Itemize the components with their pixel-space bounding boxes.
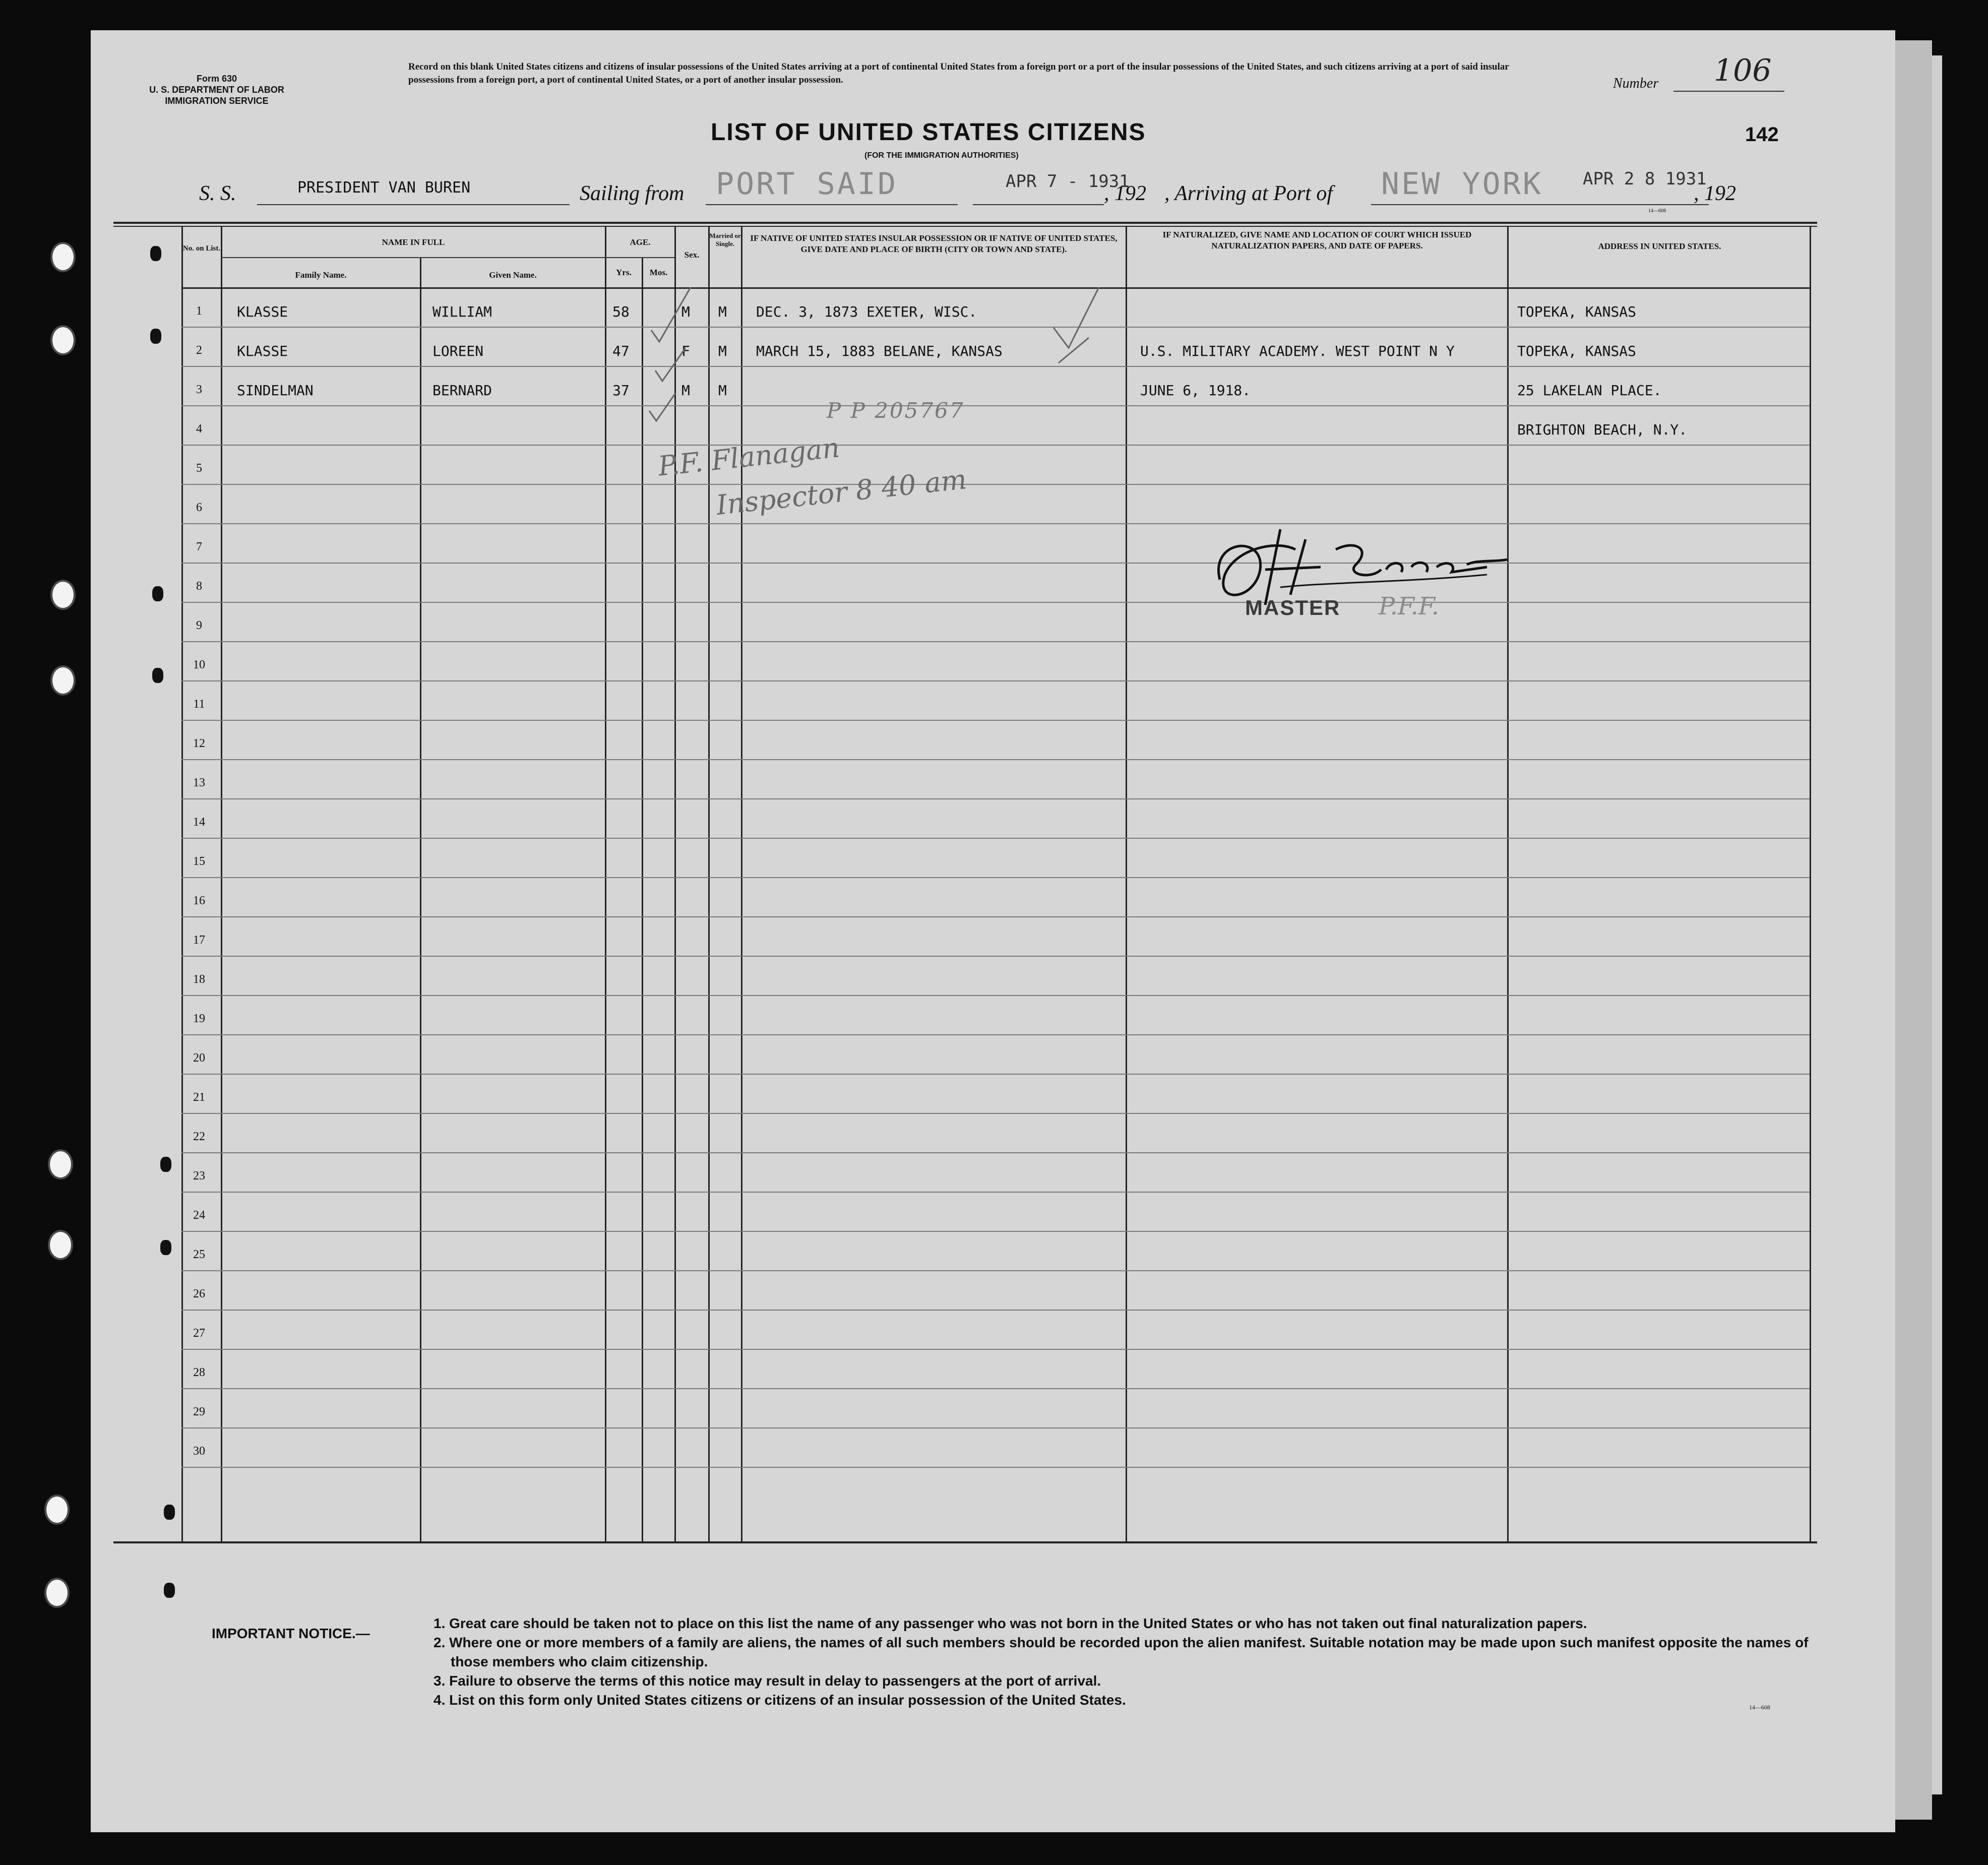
row-line xyxy=(181,1152,1810,1153)
sailing-port: PORT SAID xyxy=(716,166,898,202)
sailing-label: Sailing from xyxy=(580,182,685,205)
family-name: SINDELMAN xyxy=(237,382,314,399)
page-number: 142 xyxy=(1745,123,1779,146)
birth-info: DEC. 3, 1873 EXETER, WISC. xyxy=(756,303,977,320)
row-line xyxy=(181,1192,1810,1193)
family-name: KLASSE xyxy=(237,343,288,359)
arriving-date: APR 2 8 1931 xyxy=(1583,169,1707,189)
row-line xyxy=(181,916,1810,917)
arriving-port-underline xyxy=(1371,204,1552,205)
row-number: 29 xyxy=(193,1405,205,1418)
col-header-yrs: Yrs. xyxy=(616,268,632,277)
binder-hole xyxy=(50,580,76,610)
row-number: 11 xyxy=(193,698,205,711)
row-number: 7 xyxy=(196,540,202,553)
given-name: LOREEN xyxy=(432,343,484,359)
arriving-date-underline xyxy=(1552,204,1709,205)
header-subline xyxy=(221,257,674,258)
row-number: 4 xyxy=(196,422,202,436)
table-top-border xyxy=(113,222,1817,224)
binder-hole xyxy=(44,1495,70,1525)
printer-mark-footer: 14—608 xyxy=(1749,1704,1770,1711)
marital-status: M xyxy=(718,303,727,320)
punch-mark xyxy=(164,1505,175,1520)
col-header-given-name: Given Name. xyxy=(489,270,537,280)
row-number: 19 xyxy=(193,1012,205,1025)
row-number: 3 xyxy=(196,383,202,396)
row-number: 1 xyxy=(196,304,202,318)
sex: M xyxy=(681,382,690,399)
row-line xyxy=(181,1310,1810,1311)
row-number: 2 xyxy=(196,344,202,357)
family-name: KLASSE xyxy=(237,303,288,320)
row-line xyxy=(181,1349,1810,1350)
row-number: 20 xyxy=(193,1051,205,1065)
row-number: 8 xyxy=(196,580,202,593)
col-header-address: ADDRESS IN UNITED STATES. xyxy=(1598,241,1721,251)
table-bottom-border xyxy=(113,1541,1817,1543)
number-underline xyxy=(1673,91,1784,92)
naturalization-info: U.S. MILITARY ACADEMY. WEST POINT N Y xyxy=(1140,343,1455,359)
col-header-sex: Sex. xyxy=(684,250,700,260)
master-initials: P.F.F. xyxy=(1379,592,1439,620)
marital-status: M xyxy=(718,382,727,399)
row-number: 16 xyxy=(193,894,205,907)
col-line xyxy=(1810,226,1811,1541)
col-header-family-name: Family Name. xyxy=(295,270,347,280)
given-name: BERNARD xyxy=(432,382,492,399)
binder-hole xyxy=(48,1149,73,1179)
row-line xyxy=(181,1074,1810,1075)
row-line xyxy=(181,1034,1810,1035)
row-number: 24 xyxy=(193,1209,205,1222)
row-line xyxy=(181,602,1810,603)
instruction-text: Record on this blank United States citizens and citizens of insular possessions of the United States arriving at a port of continental United States from a foreign port or a port of the insular possessions of the United States, and such citizens arriving at a port of said insular possessions from a foreign port, a port of continental United States, or a port of another insular possession. xyxy=(408,61,1509,85)
form-id-block xyxy=(141,73,292,106)
manifest-page xyxy=(91,30,1895,1832)
row-line xyxy=(181,445,1810,446)
col-header-no: No. on List. xyxy=(182,244,221,253)
binder-hole xyxy=(48,1230,73,1260)
form-number: Form 630 xyxy=(196,74,237,84)
arriving-label: , Arriving at Port of xyxy=(1164,182,1333,205)
punch-mark xyxy=(152,668,163,683)
row-number: 22 xyxy=(193,1130,205,1143)
row-line xyxy=(181,1467,1810,1468)
given-name: WILLIAM xyxy=(432,303,492,320)
row-line xyxy=(181,523,1810,524)
address: TOPEKA, KANSAS xyxy=(1517,343,1637,359)
inspector-name: P.F. Flanagan xyxy=(656,431,841,482)
row-number: 17 xyxy=(193,934,205,947)
notice-item: 4. List on this form only United States citizens or citizens of an insular possession of the United States. xyxy=(433,1692,1126,1708)
number-label: Number xyxy=(1613,76,1659,91)
naturalization-info: JUNE 6, 1918. xyxy=(1140,382,1251,399)
col-header-naturalized: IF NATURALIZED, GIVE NAME AND LOCATION OF COURT WHICH ISSUED NATURALIZATION PAPERS, AND DATE OF PAPERS. xyxy=(1162,230,1472,251)
row-line xyxy=(181,563,1810,564)
sailing-date-underline xyxy=(973,204,1104,205)
row-line xyxy=(181,1388,1810,1389)
birth-info: MARCH 15, 1883 BELANE, KANSAS xyxy=(756,343,1003,359)
row-line xyxy=(181,995,1810,996)
punch-mark xyxy=(160,1240,171,1255)
notice-item: 3. Failure to observe the terms of this notice may result in delay to passengers at the port of arrival. xyxy=(433,1673,1101,1689)
passport-annotation: P P 205767 xyxy=(827,398,965,423)
punch-mark xyxy=(150,246,161,261)
row-line xyxy=(181,1113,1810,1114)
row-line xyxy=(181,956,1810,957)
sex: F xyxy=(681,343,690,359)
row-line xyxy=(181,838,1810,839)
row-number: 21 xyxy=(193,1091,205,1104)
col-line xyxy=(181,226,183,1541)
sailing-year-suffix: , 192 xyxy=(1104,182,1146,205)
row-number: 18 xyxy=(193,973,205,986)
ship-underline xyxy=(257,204,570,205)
row-line xyxy=(181,327,1810,328)
age-years: 37 xyxy=(612,382,630,399)
row-line xyxy=(181,1270,1810,1271)
ship-name: PRESIDENT VAN BUREN xyxy=(297,179,471,197)
page-title: LIST OF UNITED STATES CITIZENS xyxy=(711,119,1146,146)
list-number: 106 xyxy=(1714,53,1772,88)
row-line xyxy=(181,405,1810,406)
punch-mark xyxy=(160,1157,171,1172)
col-header-name-in-full: NAME IN FULL xyxy=(382,237,445,247)
check-marks xyxy=(645,282,711,433)
row-line xyxy=(181,484,1810,485)
row-number: 12 xyxy=(193,737,205,750)
department: U. S. DEPARTMENT OF LABOR xyxy=(149,85,284,95)
notice-item: 2. Where one or more members of a family are aliens, the names of all such members should be recorded upon the alien manifest. Suitable notation may be made upon such manifest opposite the names of those members who claim citizenship. xyxy=(433,1635,1809,1669)
row-line xyxy=(181,1231,1810,1232)
row-number: 14 xyxy=(193,816,205,829)
row-number: 23 xyxy=(193,1169,205,1183)
col-line xyxy=(741,226,742,1541)
age-years: 58 xyxy=(612,303,630,320)
notice-heading: IMPORTANT NOTICE.— xyxy=(212,1626,370,1641)
row-number: 15 xyxy=(193,855,205,868)
ss-label: S. S. xyxy=(199,182,236,205)
row-line xyxy=(181,641,1810,642)
table-top-border-inner xyxy=(113,226,1817,227)
row-line xyxy=(181,798,1810,799)
row-line xyxy=(181,877,1810,878)
row-number: 10 xyxy=(193,658,205,671)
address: 25 LAKELAN PLACE. xyxy=(1517,382,1662,399)
check-mark-birth xyxy=(1048,282,1104,368)
notice-list xyxy=(433,1614,1825,1710)
sailing-date: APR 7 - 1931 xyxy=(1006,171,1130,192)
binder-hole xyxy=(50,665,76,696)
row-number: 26 xyxy=(193,1287,205,1300)
col-line xyxy=(221,226,222,1541)
col-line xyxy=(1126,226,1127,1541)
row-number: 30 xyxy=(193,1445,205,1458)
col-header-mos: Mos. xyxy=(649,268,668,277)
arriving-year-suffix: , 192 xyxy=(1694,182,1736,205)
punch-mark xyxy=(164,1583,175,1598)
row-line xyxy=(181,720,1810,721)
col-header-married: Married or Single. xyxy=(709,232,741,247)
col-line xyxy=(1507,226,1509,1541)
row-line xyxy=(181,680,1810,681)
row-number: 9 xyxy=(196,619,202,632)
arriving-port: NEW YORK xyxy=(1381,166,1543,202)
row-number: 13 xyxy=(193,776,205,789)
col-header-birth: IF NATIVE OF UNITED STATES INSULAR POSSESSION OR IF NATIVE OF UNITED STATES, GIVE DATE AND PLACE OF BIRTH (CITY OR TOWN AND STATE). xyxy=(750,233,1117,254)
row-number: 25 xyxy=(193,1248,205,1261)
col-line xyxy=(605,226,606,1541)
service: IMMIGRATION SERVICE xyxy=(165,96,269,106)
row-number: 6 xyxy=(196,501,202,514)
binder-hole xyxy=(50,325,76,355)
address: TOPEKA, KANSAS xyxy=(1517,303,1637,320)
master-stamp: MASTER xyxy=(1245,596,1341,619)
row-line xyxy=(181,366,1810,367)
page-subtitle: (FOR THE IMMIGRATION AUTHORITIES) xyxy=(864,151,1019,160)
address: BRIGHTON BEACH, N.Y. xyxy=(1517,421,1688,438)
age-years: 47 xyxy=(612,343,630,359)
sailing-port-underline xyxy=(706,204,958,205)
punch-mark xyxy=(152,586,163,601)
notice-item: 1. Great care should be taken not to place on this list the name of any passenger who was not born in the United States or who has not taken out final naturalization papers. xyxy=(433,1615,1587,1631)
row-line xyxy=(181,759,1810,760)
binder-hole xyxy=(44,1578,70,1608)
row-number: 27 xyxy=(193,1327,205,1340)
printer-mark: 14—608 xyxy=(1648,208,1666,214)
inspector-time: Inspector 8 40 am xyxy=(715,463,968,521)
row-line xyxy=(181,1427,1810,1428)
header-bottom-line xyxy=(181,287,1810,289)
binder-hole xyxy=(50,242,76,272)
col-header-age: AGE. xyxy=(630,237,651,247)
row-number: 5 xyxy=(196,462,202,475)
marital-status: M xyxy=(718,343,727,359)
sex: M xyxy=(681,303,690,320)
punch-mark xyxy=(150,329,161,344)
row-number: 28 xyxy=(193,1366,205,1379)
